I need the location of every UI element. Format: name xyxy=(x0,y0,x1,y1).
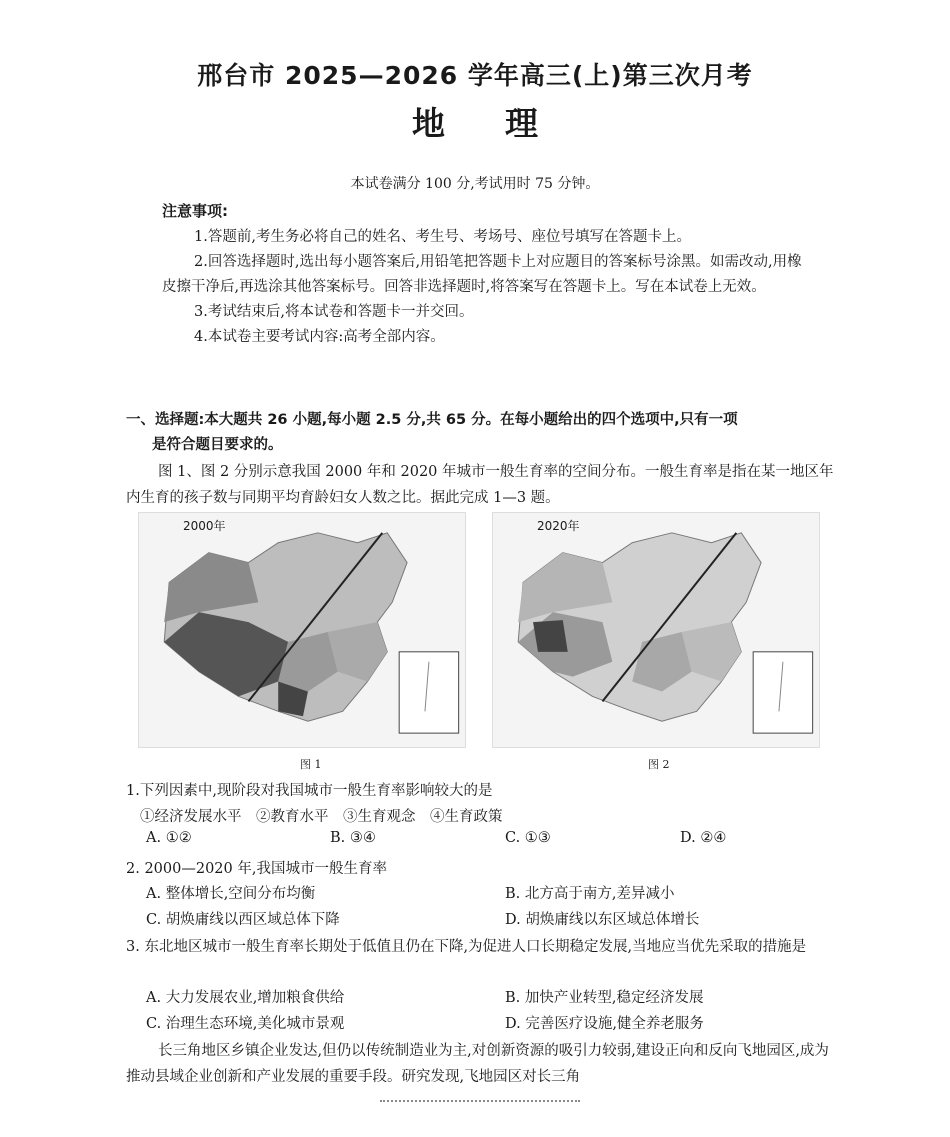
notice-item: 3.考试结束后,将本试卷和答题卡一并交回。 xyxy=(194,304,474,320)
figure-caption-2: 图 2 xyxy=(648,758,670,771)
section-heading xyxy=(126,408,836,458)
score-line: 本试卷满分 100 分,考试用时 75 分钟。 xyxy=(350,176,600,192)
reading-passage: 长三角地区乡镇企业发达,但仍以传统制造业为主,对创新资源的吸引力较弱,建设正向和反向飞地园区,成为推动县域企业创新和产业发展的重要手段。研究发现,飞地园区对长三角 xyxy=(126,1043,829,1085)
map-figure-2 xyxy=(492,512,820,748)
map-year-label: 2020年 xyxy=(537,519,580,533)
section-line-2: 是符合题目要求的。 xyxy=(152,437,283,453)
question-3-option-a[interactable]: A. 大力发展农业,增加粮食供给 xyxy=(146,990,345,1006)
intro-paragraph: 图 1、图 2 分别示意我国 2000 年和 2020 年城市一般生育率的空间分布。一般生育率是指在某一地区年内生育的孩子数与同期平均育龄妇女人数之比。据此完成 1—3 题。 xyxy=(126,464,834,506)
notice-item: 1.答题前,考生务必将自己的姓名、考生号、考场号、座位号填写在答题卡上。 xyxy=(194,229,691,245)
question-1-option-a[interactable]: A. ①② xyxy=(146,830,192,846)
question-1-option-c[interactable]: C. ①③ xyxy=(505,830,551,846)
section-line-1: 一、选择题:本大题共 26 小题,每小题 2.5 分,共 65 分。在每小题给出的四个选项中,只有一项 xyxy=(126,412,738,428)
figure-caption-1: 图 1 xyxy=(300,758,322,771)
question-1-option-b[interactable]: B. ③④ xyxy=(330,830,376,846)
question-2-option-b[interactable]: B. 北方高于南方,差异减小 xyxy=(505,886,675,902)
question-3-option-d[interactable]: D. 完善医疗设施,健全养老服务 xyxy=(505,1016,704,1032)
map-year-label: 2000年 xyxy=(183,519,226,533)
notice-list xyxy=(162,225,802,350)
question-2-option-c[interactable]: C. 胡焕庸线以西区域总体下降 xyxy=(146,912,340,928)
question-3-option-c[interactable]: C. 治理生态环境,美化城市景观 xyxy=(146,1016,345,1032)
question-2-stem: 2. 2000—2020 年,我国城市一般生育率 xyxy=(126,861,387,877)
question-1-stem: 1.下列因素中,现阶段对我国城市一般生育率影响较大的是 xyxy=(126,783,493,799)
china-map-2020 xyxy=(493,513,819,747)
china-map-2000 xyxy=(139,513,465,747)
question-2-option-a[interactable]: A. 整体增长,空间分布均衡 xyxy=(146,886,316,902)
map-figure-1 xyxy=(138,512,466,748)
subject-title: 地理 xyxy=(412,104,598,143)
question-1-option-d[interactable]: D. ②④ xyxy=(680,830,727,846)
notice-heading: 注意事项: xyxy=(162,202,228,220)
question-1-subitems: ①经济发展水平 ②教育水平 ③生育观念 ④生育政策 xyxy=(140,809,503,825)
page-footer-divider xyxy=(380,1100,580,1106)
question-3-stem: 3. 东北地区城市一般生育率长期处于低值且仍在下降,为促进人口长期稳定发展,当地应当优先采取的措施是 xyxy=(126,939,807,955)
question-2-option-d[interactable]: D. 胡焕庸线以东区域总体增长 xyxy=(505,912,700,928)
notice-item: 4.本试卷主要考试内容:高考全部内容。 xyxy=(194,329,445,345)
exam-title: 邢台市 2025—2026 学年高三(上)第三次月考 xyxy=(197,61,753,90)
question-3-option-b[interactable]: B. 加快产业转型,稳定经济发展 xyxy=(505,990,704,1006)
notice-item: 2.回答选择题时,选出每小题答案后,用铅笔把答题卡上对应题目的答案标号涂黑。如需改动,用橡皮擦干净后,再选涂其他答案标号。回答非选择题时,将答案写在答题卡上。写在本试卷上无效。 xyxy=(162,254,802,295)
